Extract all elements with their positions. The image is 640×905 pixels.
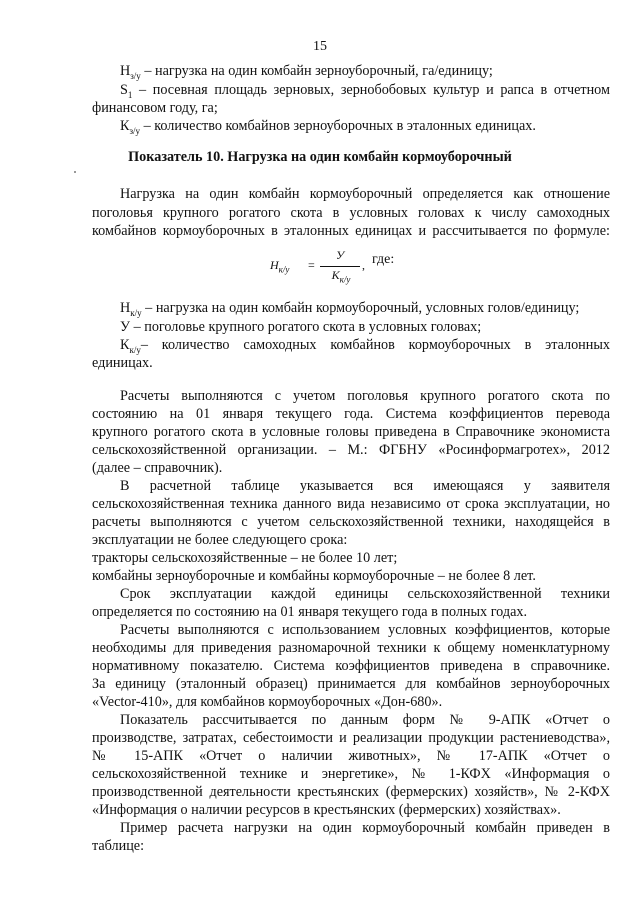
- formula-denominator: $К_{к/у}$: [331, 268, 351, 285]
- paragraph-line: (далее – справочник).: [92, 460, 223, 476]
- paragraph-line: Показатель рассчитывается по данным форм № 9-АПК «Отчет о: [120, 712, 610, 728]
- paragraph-line: расчеты выполняются с учетом сельскохозяйственной техники, находящейся в: [92, 514, 610, 530]
- page-number: 15: [313, 39, 327, 54]
- intro-line: комбайнов кормоуборочных в эталонных единицах и рассчитывается по формуле:: [92, 223, 610, 239]
- paragraph-line: сельскохозяйственной технике и энергетике», № 1-КФХ «Информация о: [92, 766, 610, 782]
- paragraph-line: таблице:: [92, 838, 145, 854]
- paragraph-line: За единицу (эталонный образец) принимается для комбайнов зерноуборочных: [92, 676, 610, 692]
- paragraph-line: крупного рогатого скота в условные головы приведена в Справочнике экономиста: [92, 424, 610, 440]
- paragraph-line: «Vector-410», для комбайнов кормоуборочных «Дон-680».: [92, 694, 443, 710]
- list-item: тракторы сельскохозяйственные – не более 10 лет;: [92, 550, 398, 566]
- intro-line: Нагрузка на один комбайн кормоуборочный определяется как отношение: [120, 186, 610, 202]
- paragraph-line: сельскохозяйственной организации. – М.: ФГБНУ «Росинформагротех», 2012: [92, 442, 610, 458]
- intro-line: поголовья крупного рогатого скота в условных головах к числу самоходных: [92, 205, 610, 221]
- paragraph-line: Расчеты выполняются с использованием условных коэффициентов, которые: [120, 622, 610, 638]
- paragraph-line: производстве, затратах, себестоимости и реализации продукции растениеводства»,: [92, 730, 610, 746]
- definition-s1: $S_1$ – посевная площадь зерновых, зернобобовых культур и рапса в отчетном: [120, 82, 610, 100]
- definition-kku-cont: единицах.: [92, 355, 153, 371]
- formula-where: где:: [372, 252, 395, 267]
- paragraph-line: эксплуатации не более следующего срока:: [92, 532, 348, 548]
- formula-lhs: $Н_{к/у}$: [270, 258, 290, 275]
- definition-kzu: $К_{з/у}$ – количество комбайнов зерноуборочных в эталонных единицах.: [120, 118, 536, 136]
- section-heading: Показатель 10. Нагрузка на один комбайн кормоуборочный: [128, 149, 512, 165]
- definition-s1-cont: финансовом году, га;: [92, 100, 218, 116]
- paragraph-line: состоянию на 01 января текущего года. Система коэффициентов перевода: [92, 406, 610, 422]
- paragraph-line: В расчетной таблице указывается вся имеющаяся у заявителя: [120, 478, 610, 494]
- formula: [270, 248, 420, 288]
- paragraph-line: Расчеты выполняются с учетом поголовья крупного рогатого скота по: [120, 388, 610, 404]
- paragraph-line: № 15-АПК «Отчет о наличии животных», № 17-АПК «Отчет о: [92, 748, 610, 764]
- paragraph-line: производственной деятельности крестьянских (фермерских) хозяйств», № 2-КФХ: [92, 784, 610, 800]
- paragraph-line: Срок эксплуатации каждой единицы сельскохозяйственной техники: [120, 586, 610, 602]
- formula-comma: ,: [362, 258, 365, 272]
- paragraph-line: необходимы для приведения разномарочной техники к общему номенклатурному: [92, 640, 610, 656]
- formula-numerator: У: [335, 248, 345, 262]
- paragraph-line: определяется по состоянию на 01 января текущего года в полных годах.: [92, 604, 528, 620]
- scan-speck: [74, 171, 76, 173]
- list-item: комбайны зерноуборочные и комбайны кормоуборочные – не более 8 лет.: [92, 568, 536, 584]
- definition-kku: $К_{к/у}-$ количество самоходных комбайнов кормоуборочных в эталонных: [120, 337, 610, 355]
- paragraph-line: сельскохозяйственная техника данного вида независимо от срока эксплуатации, но: [92, 496, 610, 512]
- fraction-bar: [320, 266, 360, 267]
- definition-u: У – поголовье крупного рогатого скота в условных головах;: [120, 319, 482, 335]
- paragraph-line: Пример расчета нагрузки на один кормоуборочный комбайн приведен в: [120, 820, 610, 836]
- definition-hku: $Н_{к/у}$ – нагрузка на один комбайн кормоуборочный, условных голов/единицу;: [120, 300, 580, 318]
- paragraph-line: нормативному показателю. Система коэффициентов приведена в справочнике.: [92, 658, 610, 674]
- paragraph-line: «Информация о наличии ресурсов в крестьянских (фермерских) хозяйствах».: [92, 802, 561, 818]
- formula-equals: =: [308, 258, 315, 272]
- definition-hzu: $Н_{з/у}$ – нагрузка на один комбайн зерноуборочный, га/единицу;: [120, 63, 493, 81]
